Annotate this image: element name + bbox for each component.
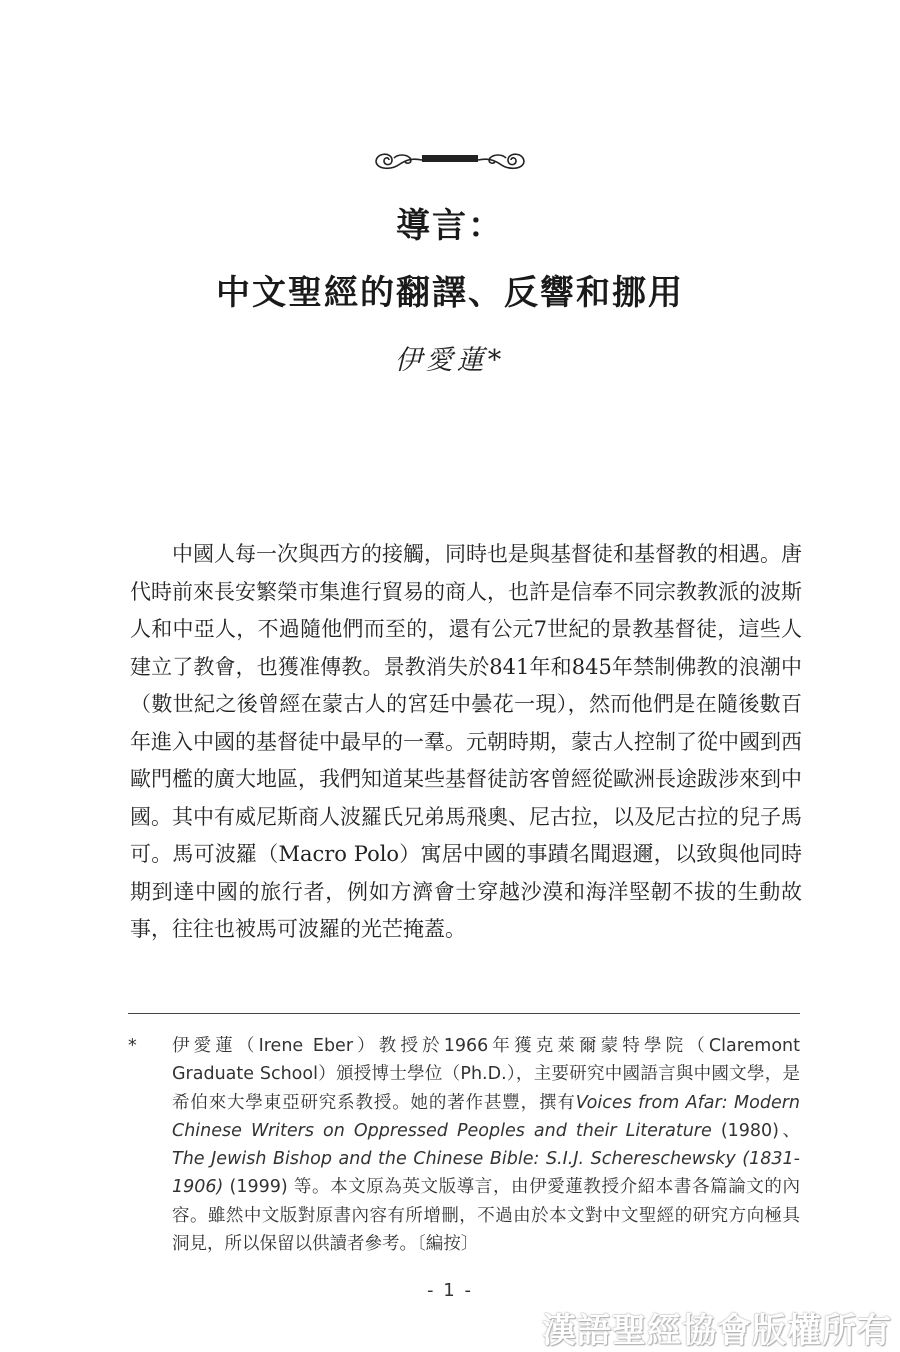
chapter-title-line-2: 中文聖經的翻譯、反響和挪用 — [216, 273, 684, 313]
scroll-ornament-icon — [0, 138, 900, 182]
footnote-marker: * — [128, 1036, 137, 1056]
footnote-text — [172, 1032, 800, 1258]
copyright-watermark: 漢語聖經協會版權所有 — [542, 1311, 892, 1351]
footnote-book-title-2: The Jewish Bishop and the Chinese Bible: S.I.J. Schereschewsky (1831-1906) — [172, 1149, 800, 1198]
page-number: - 1 - — [427, 1280, 473, 1301]
footnote-text-part-3: (1999) 等。本文原為英文版導言，由伊愛蓮教授介紹本書各篇論文的內容。雖然中文版對原書內容有所增刪，不過由於本文對中文聖經的研究方向極具洞見，所以保留以供讀者參考。〔編按〕 — [172, 1177, 800, 1255]
footnote — [128, 1032, 800, 1258]
author-name: 伊愛蓮* — [394, 345, 506, 376]
footnote-divider — [128, 1013, 800, 1014]
footnote-book-title-1: Voices from Afar: Modern Chinese Writers on Oppressed Peoples and their Literature — [172, 1092, 801, 1141]
body-paragraph: 中國人每一次與西方的接觸，同時也是與基督徒和基督教的相遇。唐代時前來長安繁榮市集進行貿易的商人，也許是信奉不同宗教教派的波斯人和中亞人，不過隨他們而至的，還有公元7世紀的景教基督徒，這些人建立了教會，也獲准傳教。景教消失於841年和845年禁制佛教的浪潮中（數世紀之後曾經在蒙古人的宮廷中曇花一現），然而他們是在隨後數百年進入中國的基督徒中最早的一羣。元朝時期，蒙古人控制了從中國到西歐門檻的廣大地區，我們知道某些基督徒訪客曾經從歐洲長途跋涉來到中國。其中有威尼斯商人波羅氏兄弟馬飛奧、尼古拉，以及尼古拉的兒子馬可。馬可波羅（Macro Polo）寓居中國的事蹟名聞遐邇，以致與他同時期到達中國的旅行者，例如方濟會士穿越沙漠和海洋堅韌不拔的生動故事，往往也被馬可波羅的光芒掩蓋。 — [130, 542, 802, 941]
footnote-text-part-1: 伊愛蓮（Irene Eber）教授於1966年獲克萊爾蒙特學院（Claremont Graduate School）頒授博士學位（Ph.D.），主要研究中國語言與中國文學，是希伯來大學東亞研究系教授。她的著作甚豐，撰有 — [172, 1036, 800, 1113]
chapter-title-line-1: 導言： — [396, 206, 504, 246]
footnote-text-part-2: (1980)、 — [711, 1120, 800, 1141]
